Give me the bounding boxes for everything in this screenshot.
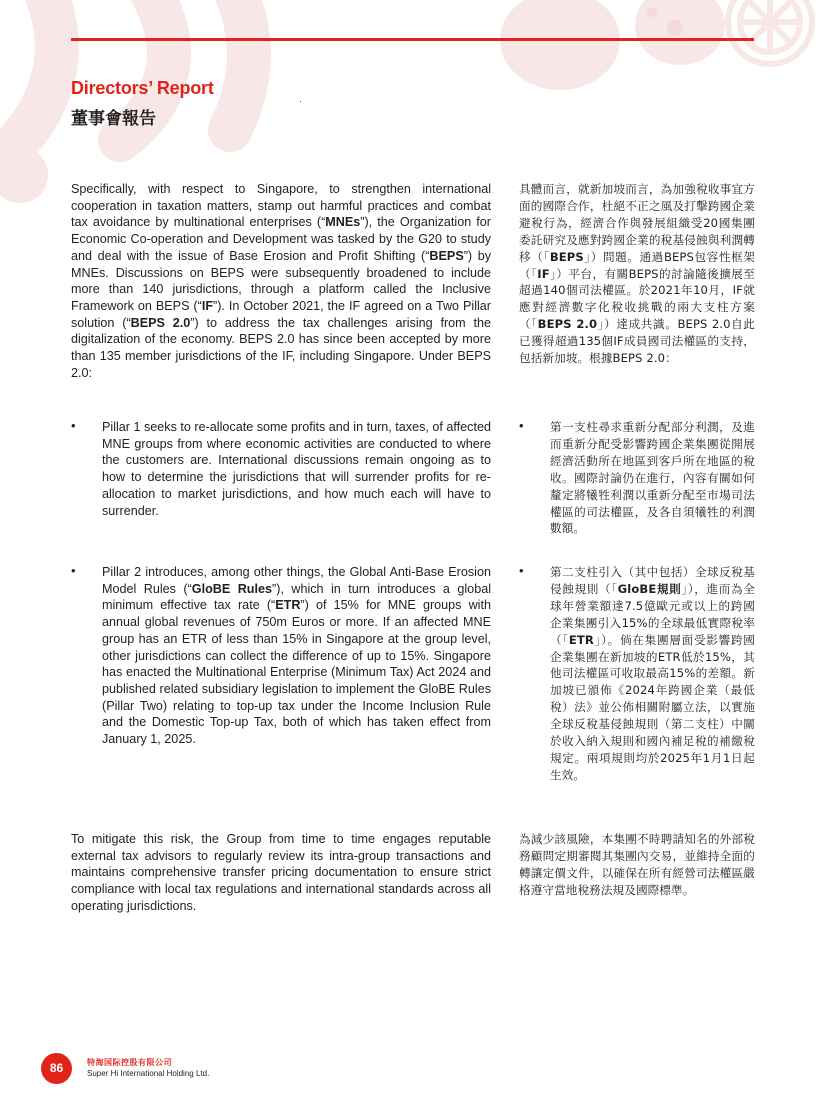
bullet-marker: • — [519, 563, 524, 578]
page-number-badge: 86 — [41, 1053, 72, 1084]
pillar1-paragraph-en: Pillar 1 seeks to re-allocate some profits and in turn, taxes, of affected MNE groups from where economic activities are conducted to where the customers are. International discussions remain ongoing as to how to determine the jurisdictions that will surrender profits for re-allocation to market jurisdictions, and how much each will have to surrender. — [102, 420, 491, 518]
header-rule — [71, 38, 754, 41]
pillar2-paragraph-zh: 第二支柱引入（其中包括）全球反稅基侵蝕規則（「GloBE規則」），進而為全球年營業額達7.5億歐元或以上的跨國企業集團引入15%的全球最低實際稅率（「ETR」）。倘在集團層面受影響跨國企業集團在新加坡的ETR低於15%，其他司法權區可收取最高15%的差額。新加坡已頒佈《2024年跨國企業（最低稅）法》並公佈相關附屬立法，以實施全球反稅基侵蝕規則（第二支柱）中關於收入納入規則和國內補足稅的補繳稅規定。兩項規則均於2025年1月1日起生效。 — [550, 565, 755, 782]
pillar1-paragraph-zh: 第一支柱尋求重新分配部分利潤，及進而重新分配受影響跨國企業集團從開展經濟活動所在地區到客戶所在地區的稅收。國際討論仍在進行，內容有關如何釐定將犧牲利潤以重新分配至市場司法權區的司法權區，及各自須犧牲的利潤數額。 — [550, 420, 755, 536]
intro-paragraph-zh: 具體而言，就新加坡而言，為加強稅收事宜方面的國際合作，杜絕不正之風及打擊跨國企業避稅行為，經濟合作與發展組織受20國集團委託研究及應對跨國企業的稅基侵蝕與利潤轉移（「BEPS」）問題。通過BEPS包容性框架（「IF」）平台，有關BEPS的討論隨後擴展至超過140個司法權區。於2021年10月，IF就應對經濟數字化稅收挑戰的兩大支柱方案（「BEPS 2.0」）達成共識。BEPS 2.0自此已獲得超過135個IF成員國司法權區的支持，包括新加坡。根據BEPS 2.0： — [519, 182, 756, 366]
bullet-marker: • — [71, 418, 76, 433]
page-title-zh: 董事會報告 — [71, 109, 156, 129]
pillar2-paragraph-en: Pillar 2 introduces, among other things, the Global Anti-Base Erosion Model Rules (“GloBE Rules”), which in turn introduces a global minimum effective tax rate (“ETR”) of 15% for MNE groups with annual global revenues of 750m Euros or more. If an affected MNE group has an ETR of less than 15% in Singapore at the group level, other jurisdictions can collect the difference of up to 15%. Singapore has enacted the Multinational Enterprise (Minimum Tax) Act 2024 and published related subsidiary legislation to implement the GloBE Rules (Pillar Two) relating to top-up tax under the Income Inclusion Rule and the Domestic Top-up Tax, both of which has taken effect from January 1, 2025. — [102, 565, 491, 747]
footer-company-name-en: Super Hi International Holding Ltd. — [87, 1069, 210, 1078]
footer-company-name-zh: 特海国际控股有限公司 — [87, 1058, 172, 1067]
bullet-marker: • — [71, 563, 76, 578]
mitigation-paragraph-en: To mitigate this risk, the Group from time to time engages reputable external tax advisors to regularly review its intra-group transactions and maintains comprehensive transfer pricing documentation to ensure strict compliance with local tax regulations and international standards across all operating jurisdictions. — [71, 832, 491, 913]
page-title-en: Directors’ Report — [71, 78, 214, 98]
bullet-marker: • — [519, 418, 524, 433]
mitigation-paragraph-zh: 為減少該風險，本集團不時聘請知名的外部稅務顧問定期審閱其集團內交易，並維持全面的轉讓定價文件，以確保在所有經營司法權區嚴格遵守當地稅務法規及國際標準。 — [519, 832, 755, 897]
intro-paragraph-en: Specifically, with respect to Singapore, to strengthen international cooperation in taxation matters, stamp out harmful practices and combat tax avoidance by multinational enterprises (“MNEs”), the Organization for Economic Co-operation and Development was tasked by the G20 to study and deal with the issue of Base Erosion and Profit Shifting (“BEPS”) by MNEs. Discussions on BEPS were subsequently broadened to include more than 140 jurisdictions, through a platform called the Inclusive Framework on BEPS (“IF”). In October 2021, the IF agreed on a Two Pillar solution (“BEPS 2.0”) to address the tax challenges arising from the digitalization of the economy. BEPS 2.0 has since been accepted by more than 135 member jurisdictions of the IF, including Singapore. Under BEPS 2.0: — [71, 182, 492, 380]
stray-dot — [300, 101, 301, 102]
